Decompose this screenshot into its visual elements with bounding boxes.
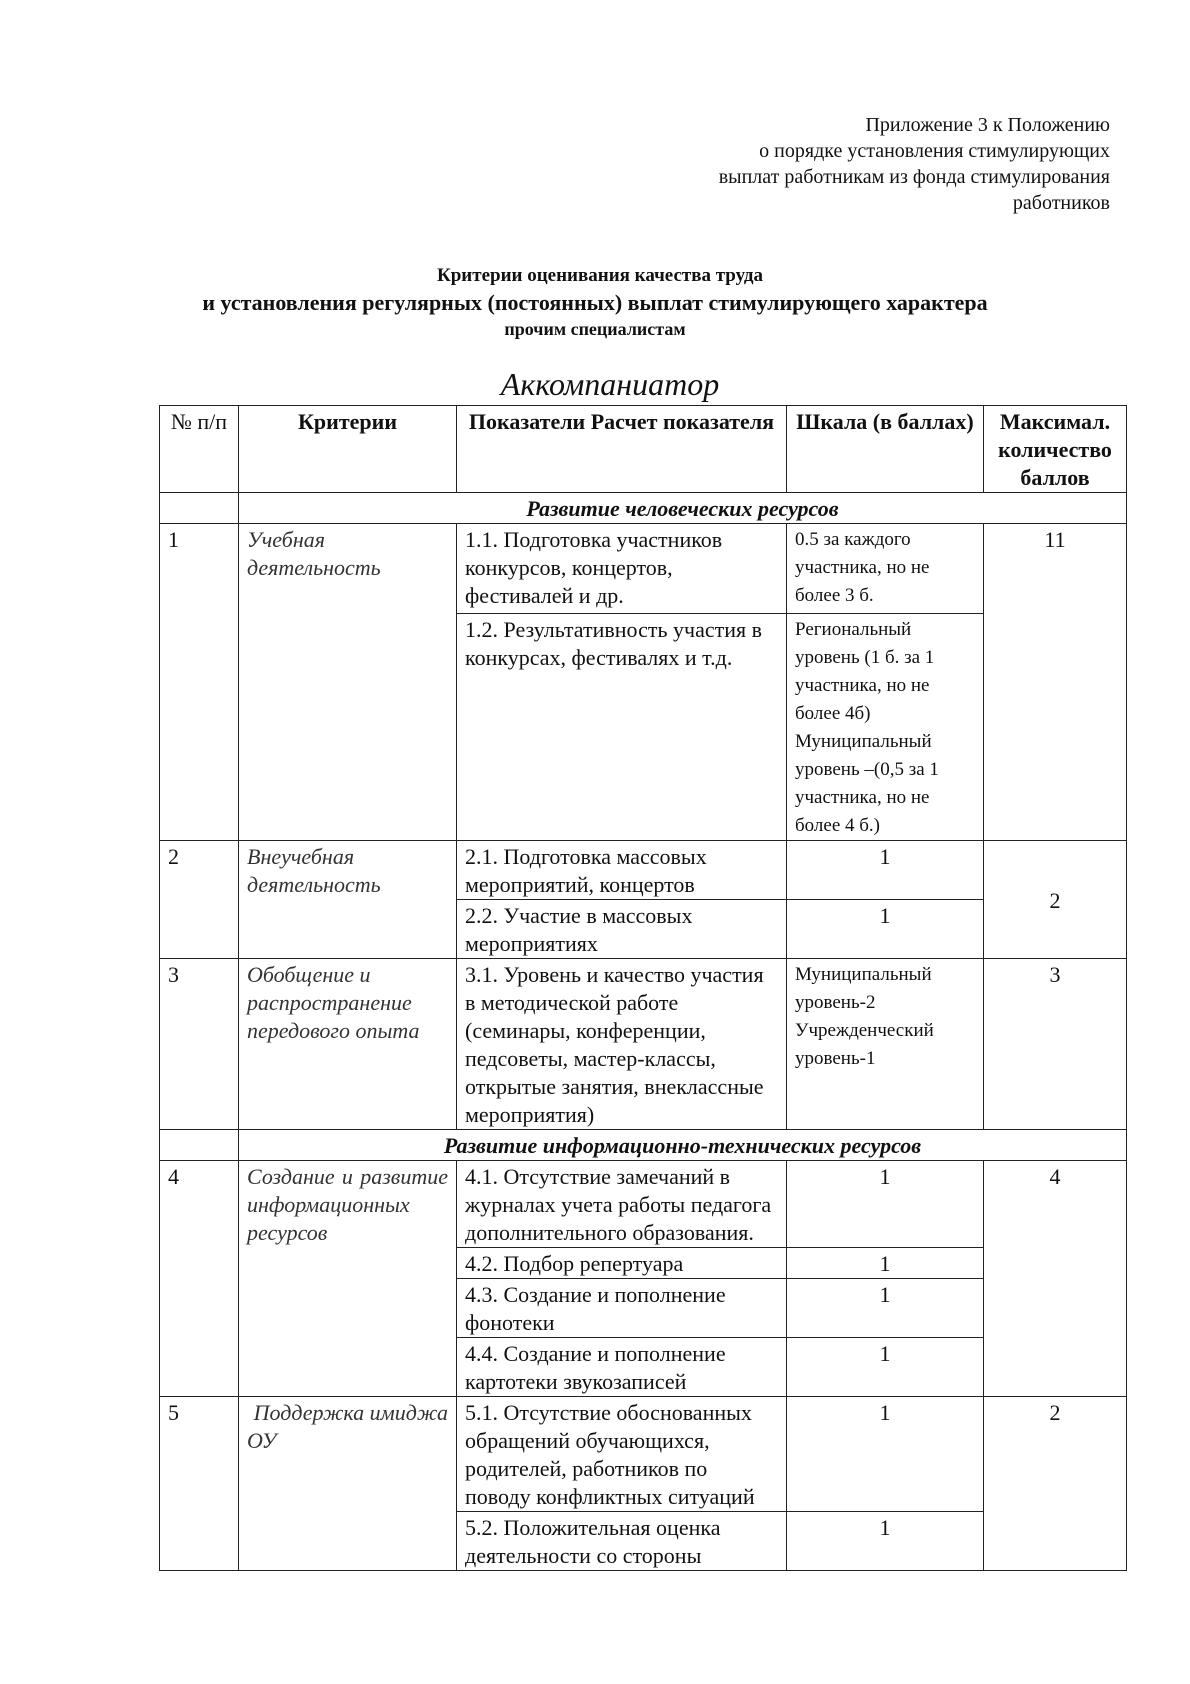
scale-cell: 1 (787, 1248, 984, 1279)
scale-cell: 1 (787, 1279, 984, 1338)
section-spacer (160, 493, 239, 524)
scale-cell: 1 (787, 1512, 984, 1571)
table-row (160, 1397, 1127, 1512)
row-number: 4 (160, 1161, 239, 1397)
title-line-2: и установления регулярных (постоянных) выплат стимулирующего характера (202, 290, 988, 315)
criterion-cell: Внеучебная деятельность (239, 841, 457, 959)
appendix-line: работников (1012, 192, 1110, 214)
header-criteria: Критерии (239, 406, 457, 493)
indicator-cell: 5.2. Положительная оценка деятельности со стороны (457, 1512, 787, 1571)
appendix-line: Приложение 3 к Положению (865, 114, 1110, 136)
criterion-cell: Обобщение и распространение передового опыта (239, 959, 457, 1130)
scale-cell: 1 (787, 900, 984, 959)
table-header-row (160, 406, 1127, 493)
table-row (160, 524, 1127, 614)
table-row (160, 841, 1127, 900)
indicator-cell: 1.2. Результативность участия в конкурсах, фестивалях и т.д. (457, 614, 787, 841)
criterion-cell: Поддержка имиджа ОУ (239, 1397, 457, 1571)
scale-cell: 1 (787, 1397, 984, 1512)
row-number: 3 (160, 959, 239, 1130)
indicator-cell: 2.2. Участие в массовых мероприятиях (457, 900, 787, 959)
table-row (160, 1161, 1127, 1248)
criterion-cell: Создание и развитие информационных ресурсов (239, 1161, 457, 1397)
indicator-cell: 4.3. Создание и пополнение фонотеки (457, 1279, 787, 1338)
scale-cell: 1 (787, 1338, 984, 1397)
scale-cell: Региональный уровень (1 б. за 1 участника, но не более 4б) Муниципальный уровень –(0,5 за 1 участника, но не более 4 б.) (787, 614, 984, 841)
criterion-cell: Учебная деятельность (239, 524, 457, 841)
row-number: 5 (160, 1397, 239, 1571)
row-number: 1 (160, 524, 239, 841)
appendix-line: выплат работникам из фонда стимулирования (718, 166, 1110, 188)
appendix-line: о порядке установления стимулирующих (759, 140, 1110, 162)
role-heading: Аккомпаниатор (500, 366, 720, 402)
indicator-cell: 4.1. Отсутствие замечаний в журналах учета работы педагога дополнительного образования. (457, 1161, 787, 1248)
section-spacer (160, 1130, 239, 1161)
max-score-cell: 11 (984, 524, 1127, 841)
criteria-table (159, 405, 1127, 1571)
section-title: Развитие информационно-технических ресурсов (239, 1130, 1127, 1161)
appendix-note (719, 112, 1110, 216)
header-scale: Шкала (в баллах) (787, 406, 984, 493)
header-max: Максимал. количество баллов (984, 406, 1127, 493)
indicator-cell: 2.1. Подготовка массовых мероприятий, концертов (457, 841, 787, 900)
scale-cell: 1 (787, 841, 984, 900)
document-title (0, 263, 1190, 341)
table-row (160, 959, 1127, 1130)
header-indicators: Показатели Расчет показателя (457, 406, 787, 493)
max-score-cell: 4 (984, 1161, 1127, 1397)
section-title: Развитие человеческих ресурсов (239, 493, 1127, 524)
indicator-cell: 5.1. Отсутствие обоснованных обращений обучающихся, родителей, работников по поводу конфликтных ситуаций (457, 1397, 787, 1512)
indicator-cell: 3.1. Уровень и качество участия в методической работе (семинары, конференции, педсоветы, мастер-классы, открытые занятия, внеклассные мероприятия) (457, 959, 787, 1130)
scale-cell: 0.5 за каждого участника, но не более 3 б. (787, 524, 984, 614)
max-score-cell: 2 (984, 1397, 1127, 1571)
section-row (160, 493, 1127, 524)
max-score-cell: 3 (984, 959, 1127, 1130)
title-line-1: Критерии оценивания качества труда (436, 265, 764, 286)
row-number: 2 (160, 841, 239, 959)
section-row (160, 1130, 1127, 1161)
scale-cell: 1 (787, 1161, 984, 1248)
scale-cell: Муниципальный уровень-2 Учрежденческий уровень-1 (787, 959, 984, 1130)
indicator-cell: 1.1. Подготовка участников конкурсов, концертов, фестивалей и др. (457, 524, 787, 614)
title-line-3: прочим специалистам (504, 319, 686, 339)
indicator-cell: 4.4. Создание и пополнение картотеки звукозаписей (457, 1338, 787, 1397)
header-num: № п/п (160, 406, 239, 493)
indicator-cell: 4.2. Подбор репертуара (457, 1248, 787, 1279)
max-score-cell: 2 (984, 841, 1127, 959)
